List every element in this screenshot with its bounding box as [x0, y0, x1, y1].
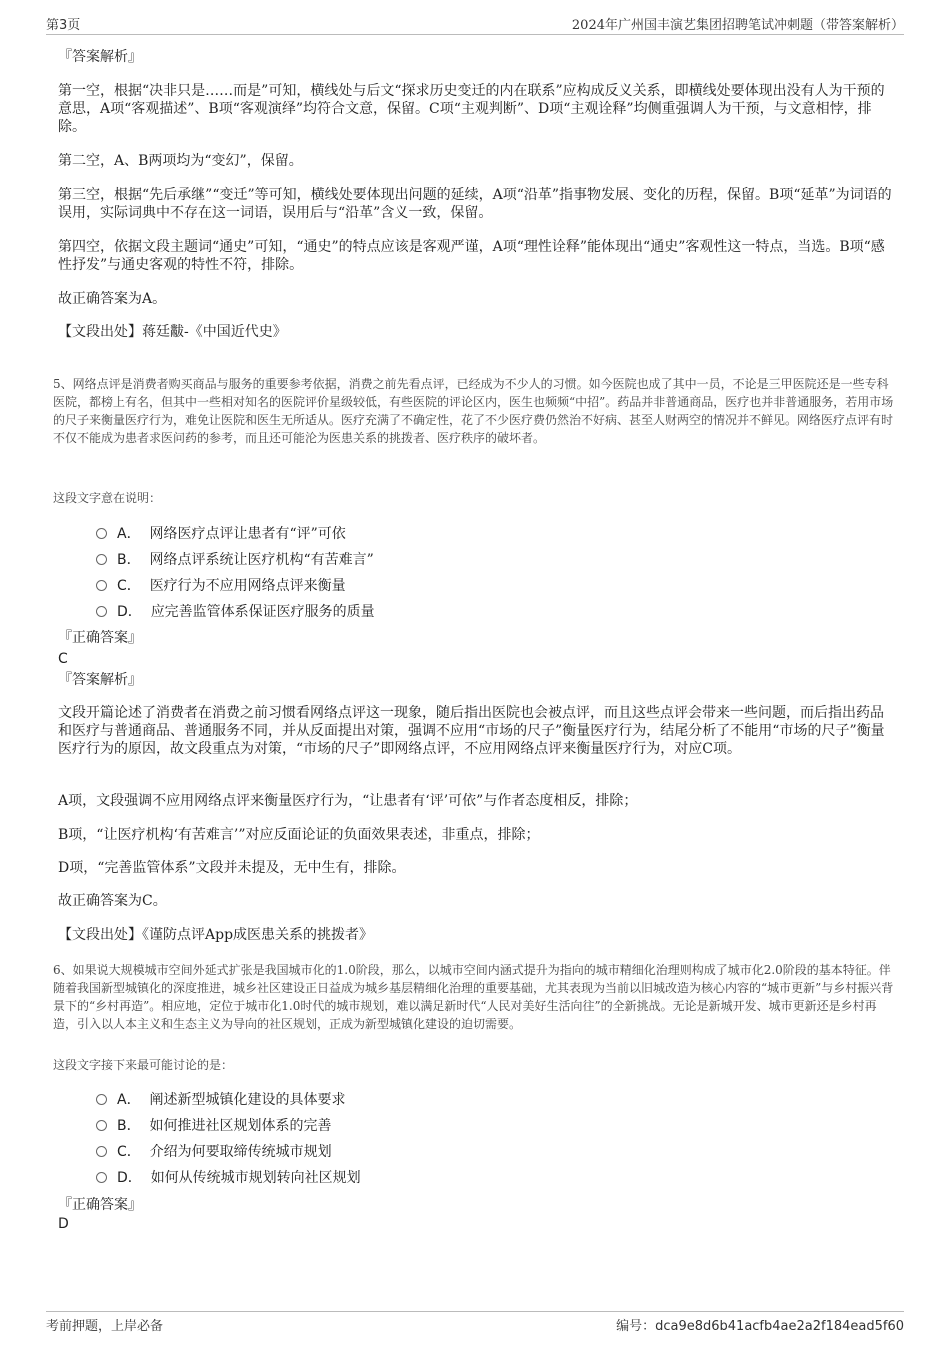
- option-text: 应完善监管体系保证医疗服务的质量: [150, 604, 375, 620]
- q5-conclusion: 故正确答案为C。: [58, 893, 167, 909]
- prev-analysis-label: 『答案解析』: [58, 49, 142, 65]
- prev-para-1: 第一空，根据“决非只是……而是”可知，横线处与后文“探求历史变迁的内在联系”应构成反义关系，即横线处要体现出没有人为干预的意思，A项“客观描述”、B项“客观演绎”均符合文意，保留。C项“主观判断”、D项“主观诠释”均侧重强调人为干预，与文意相悖，排除。: [58, 83, 885, 135]
- radio-icon[interactable]: [96, 1120, 107, 1131]
- option-key: A．: [117, 1092, 141, 1108]
- document-title: 2024年广州国丰演艺集团招聘笔试冲刺题（带答案解析）: [571, 18, 904, 33]
- q6-answer: D: [58, 1216, 69, 1232]
- radio-icon[interactable]: [96, 554, 107, 565]
- option-key: D．: [117, 604, 142, 620]
- page-header: [46, 14, 904, 35]
- option-key: B．: [117, 1118, 141, 1134]
- prev-source: 【文段出处】蒋廷黻-《中国近代史》: [58, 324, 287, 340]
- option-text: 网络点评系统让医疗机构“有苦难言”: [149, 552, 374, 568]
- option-text: 如何从传统城市规划转向社区规划: [150, 1170, 361, 1186]
- q5-option-c[interactable]: [96, 577, 346, 595]
- q5-note-d: D项，“完善监管体系”文段并未提及，无中生有，排除。: [58, 860, 406, 876]
- option-key: B．: [117, 552, 141, 568]
- prev-conclusion: 故正确答案为A。: [58, 291, 167, 307]
- q5-ask: 这段文字意在说明：: [53, 491, 162, 505]
- q5-answer: C: [58, 651, 68, 667]
- option-key: C．: [117, 578, 141, 594]
- q6-answer-label: 『正确答案』: [58, 1197, 142, 1213]
- option-text: 介绍为何要取缔传统城市规划: [149, 1144, 332, 1160]
- option-text: 阐述新型城镇化建设的具体要求: [149, 1092, 346, 1108]
- prev-para-2: 第二空，A、B两项均为“变幻”，保留。: [58, 153, 303, 169]
- radio-icon[interactable]: [96, 1146, 107, 1157]
- q5-option-b[interactable]: [96, 551, 374, 569]
- page-footer: [46, 1311, 904, 1337]
- q5-answer-label: 『正确答案』: [58, 630, 142, 646]
- q5-note-a: A项，文段强调不应用网络点评来衡量医疗行为，“让患者有‘评’可依”与作者态度相反，排除；: [58, 793, 638, 809]
- option-text: 如何推进社区规划体系的完善: [149, 1118, 332, 1134]
- q5-stem: 5、网络点评是消费者购买商品与服务的重要参考依据，消费之前先看点评，已经成为不少人的习惯。如今医院也成了其中一员，不论是三甲医院还是一些专科医院，都榜上有名，但其中一些相对知名的医院评价星级较低，有些医院的评论区内，医生也频频“中招”。药品并非普通商品，医疗也并非普通服务，若用市场的尺子来衡量医疗行为，难免让医院和医生无所适从。医疗充满了不确定性，花了不少医疗费仍然治不好病、甚至人财两空的情况并不鲜见。网络医疗点评有时不仅不能成为患者求医问药的参考，而且还可能沦为医患关系的挑拨者、医疗秩序的破坏者。: [53, 377, 894, 445]
- q5-note-b: B项，“让医疗机构‘有苦难言’”对应反面论证的负面效果表述，非重点，排除；: [58, 827, 540, 843]
- radio-icon[interactable]: [96, 606, 107, 617]
- radio-icon[interactable]: [96, 1094, 107, 1105]
- q5-analysis: 文段开篇论述了消费者在消费之前习惯看网络点评这一现象，随后指出医院也会被点评，而且这些点评会带来一些问题，而后指出药品和医疗与普通商品、普通服务不同，并从反面提出对策，强调不应用“市场的尺子”衡量医疗行为，结尾分析了不能用“市场的尺子”衡量医疗行为的原因，故文段重点为对策，“市场的尺子”即网络点评，不应用网络点评来衡量医疗行为，对应C项。: [58, 705, 885, 757]
- q6-ask: 这段文字接下来最可能讨论的是：: [53, 1058, 234, 1072]
- q5-analysis-label: 『答案解析』: [58, 672, 142, 688]
- page-number: 第3页: [46, 18, 81, 33]
- radio-icon[interactable]: [96, 528, 107, 539]
- q6-stem: 6、如果说大规模城市空间外延式扩张是我国城市化的1.0阶段，那么，以城市空间内涵式提升为指向的城市精细化治理则构成了城市化2.0阶段的基本特征。伴随着我国新型城镇化的深度推进，城乡社区建设正日益成为城乡基层精细化治理的重要基础，尤其表现为当前以旧城改造为核心内容的“城市更新”与乡村振兴背景下的“乡村再造”。相应地，定位于城市化1.0时代的城市规划，难以满足新时代“人民对美好生活向往”的全新挑战。无论是新城开发、城市更新还是乡村再造，引入以人本主义和生态主义为导向的社区规划，正成为新型城镇化建设的迫切需要。: [53, 963, 894, 1031]
- footer-slogan: 考前押题，上岸必备: [46, 1319, 164, 1334]
- option-key: C．: [117, 1144, 141, 1160]
- document-code: 编号：dca9e8d6b41acfb4ae2a2f184ead5f60: [616, 1319, 904, 1334]
- option-key: A．: [117, 526, 141, 542]
- q5-option-d[interactable]: [96, 603, 375, 621]
- q6-option-d[interactable]: [96, 1169, 361, 1187]
- q5-option-a[interactable]: [96, 525, 346, 543]
- q6-option-a[interactable]: [96, 1091, 345, 1109]
- q6-option-c[interactable]: [96, 1143, 332, 1161]
- option-key: D．: [117, 1170, 142, 1186]
- radio-icon[interactable]: [96, 1172, 107, 1183]
- prev-para-4: 第四空，依据文段主题词“通史”可知，“通史”的特点应该是客观严谨，A项“理性诠释”能体现出“通史”客观性这一特点，当选。B项“感性抒发”与通史客观的特性不符，排除。: [58, 239, 885, 273]
- prev-para-3: 第三空，根据“先后承继”“变迁”等可知，横线处要体现出问题的延续，A项“沿革”指事物发展、变化的历程，保留。B项“延革”为词语的误用，实际词典中不存在这一词语，误用后与“沿革”含义一致，保留。: [58, 187, 892, 221]
- option-text: 医疗行为不应用网络点评来衡量: [149, 578, 346, 594]
- option-text: 网络医疗点评让患者有“评”可依: [149, 526, 346, 542]
- q6-option-b[interactable]: [96, 1117, 332, 1135]
- q5-source: 【文段出处】《谨防点评App成医患关系的挑拨者》: [58, 927, 374, 943]
- radio-icon[interactable]: [96, 580, 107, 591]
